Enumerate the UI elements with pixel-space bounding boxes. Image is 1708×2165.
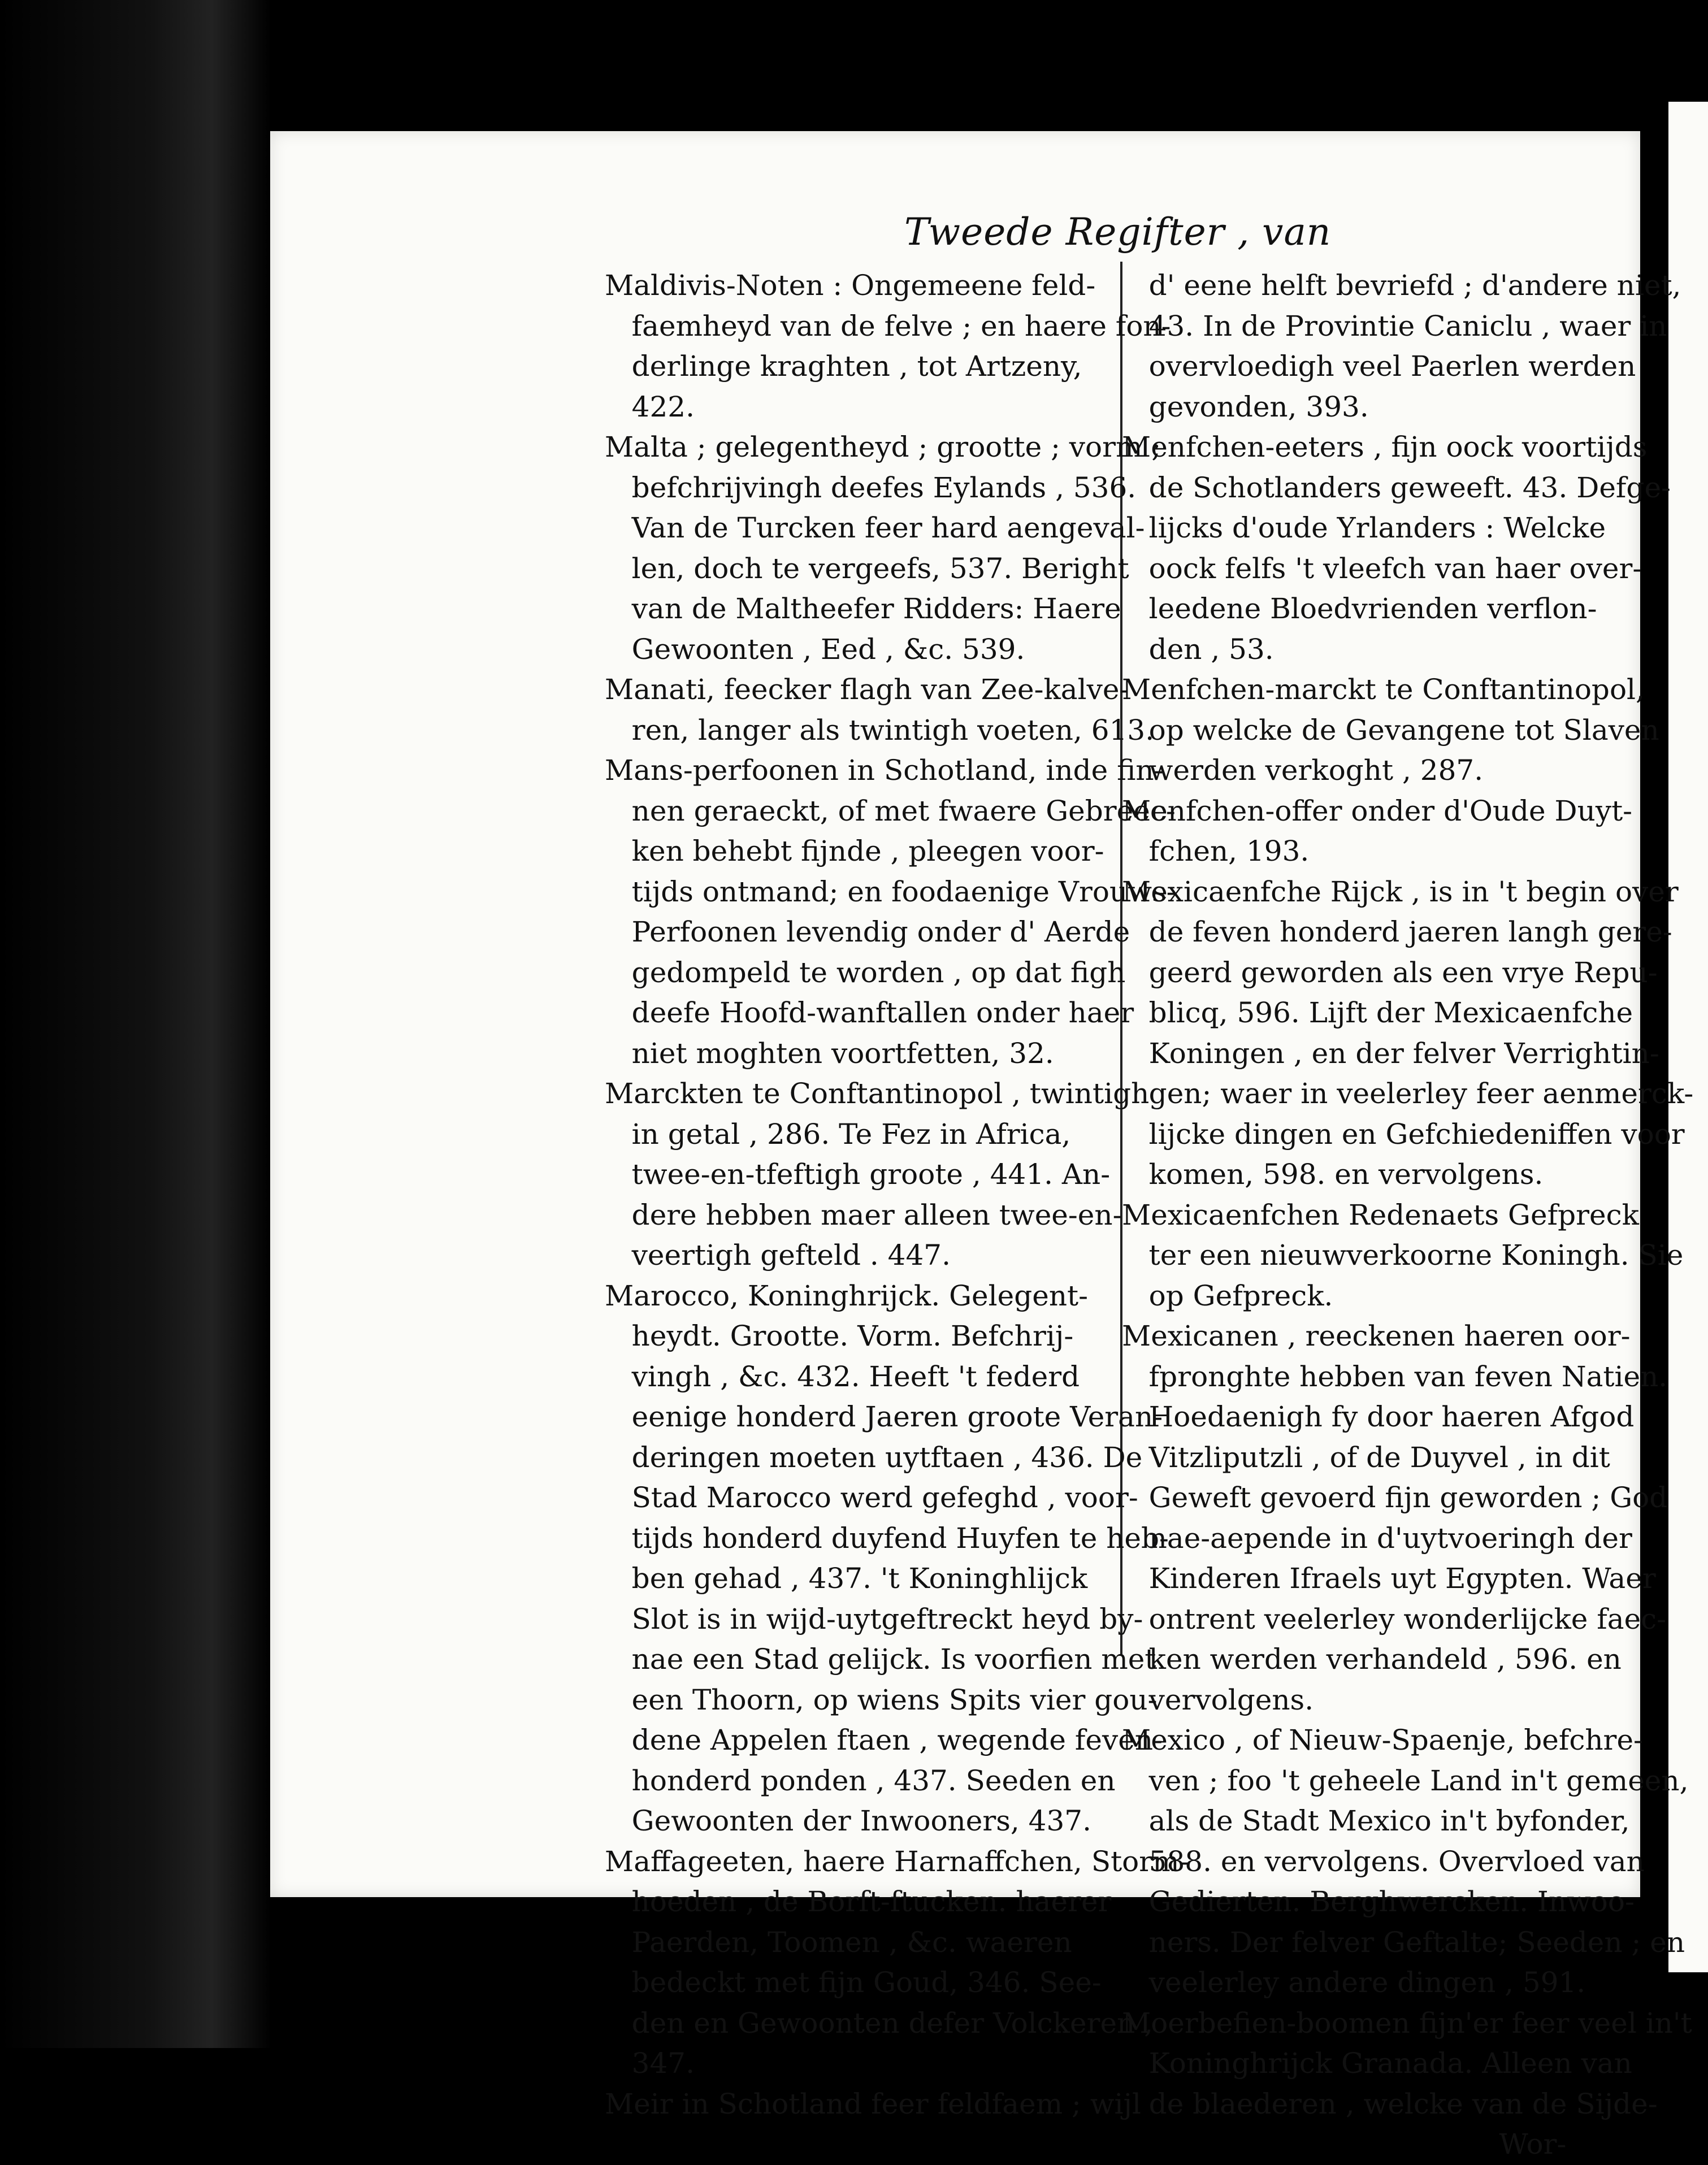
left-column bbox=[605, 266, 1189, 2124]
index-line: deringen moeten uytftaen , 436. De bbox=[605, 1441, 1143, 1474]
index-line: heydt. Grootte. Vorm. Befchrij- bbox=[605, 1320, 1074, 1352]
index-line: Menfchen-offer onder d'Oude Duyt- bbox=[1122, 794, 1633, 827]
index-line: 422. bbox=[605, 390, 695, 423]
index-line: Maldivis-Noten : Ongemeene feld- bbox=[605, 269, 1096, 302]
index-line: faemheyd van de felve ; en haere fon- bbox=[605, 309, 1171, 342]
index-line: overvloedigh veel Paerlen werden bbox=[1122, 350, 1636, 383]
index-line: fpronghte hebben van feven Natien. bbox=[1122, 1360, 1668, 1393]
index-line: op Gefpreck. bbox=[1122, 1279, 1333, 1312]
index-line: Gewoonten der Inwooners, 437. bbox=[605, 1804, 1092, 1837]
index-line: Stad Marocco werd gefeghd , voor- bbox=[605, 1481, 1138, 1514]
index-line: Kinderen Ifraels uyt Egypten. Waer bbox=[1122, 1562, 1656, 1595]
index-line: tijds ontmand; en foodaenige Vrouws- bbox=[605, 875, 1176, 908]
index-line: Marckten te Conftantinopol , twintigh bbox=[605, 1077, 1150, 1110]
index-line: veertigh gefteld . 447. bbox=[605, 1239, 951, 1272]
index-line: Mexicaenfchen Redenaets Gefpreck bbox=[1122, 1198, 1639, 1231]
index-line: in getal , 286. Te Fez in Africa, bbox=[605, 1117, 1071, 1151]
index-line: ben gehad , 437. 't Koninghlijck bbox=[605, 1562, 1088, 1595]
index-line: Geweft gevoerd fijn geworden ; God bbox=[1122, 1481, 1668, 1514]
index-line: 347. bbox=[605, 2047, 695, 2080]
index-line: Perfoonen levendig onder d' Aerde bbox=[605, 916, 1130, 948]
index-line: nae-aepende in d'uytvoeringh der bbox=[1122, 1521, 1632, 1555]
index-line: Menfchen-marckt te Conftantinopol, bbox=[1122, 673, 1645, 706]
book-gutter-left bbox=[0, 0, 271, 2048]
index-line: honderd ponden , 437. Seeden en bbox=[605, 1764, 1116, 1797]
index-line: komen, 598. en vervolgens. bbox=[1122, 1158, 1544, 1191]
index-line: leedene Bloedvrienden verflon- bbox=[1122, 592, 1597, 625]
index-line: oock felfs 't vleefch van haer over- bbox=[1122, 552, 1642, 585]
index-line: befchrijvingh deefes Eylands , 536. bbox=[605, 471, 1137, 504]
index-line: len, doch te vergeefs, 537. Beright bbox=[605, 552, 1129, 585]
index-line: dene Appelen ftaen , wegende feven- bbox=[605, 1724, 1163, 1756]
index-line: vingh , &c. 432. Heeft 't federd bbox=[605, 1360, 1080, 1393]
index-line: Gedierten. Berghwercken. Inwoo- bbox=[1122, 1885, 1635, 1918]
index-line: ontrent veelerley wonderlijcke faec- bbox=[1122, 1602, 1667, 1635]
index-line: vervolgens. bbox=[1122, 1683, 1314, 1716]
index-line: niet moghten voortfetten, 32. bbox=[605, 1036, 1054, 1070]
index-line: ren, langer als twintigh voeten, 613. bbox=[605, 713, 1155, 747]
index-line: hoeden , de Borft-ftucken. haerer bbox=[605, 1885, 1112, 1918]
index-line: Slot is in wijd-uytgeftreckt heyd by- bbox=[605, 1602, 1143, 1635]
index-line: als de Stadt Mexico in't byfonder, bbox=[1122, 1804, 1630, 1837]
index-line: veelerley andere dingen , 591. bbox=[1122, 1966, 1586, 1999]
index-line: derlinge kraghten , tot Artzeny, bbox=[605, 350, 1082, 383]
right-column bbox=[1122, 266, 1693, 2165]
index-line: Koningen , en der felver Verrightin- bbox=[1122, 1036, 1659, 1070]
index-line: de blaederen , welcke van de Sijde- bbox=[1122, 2087, 1658, 2120]
index-line: Meir in Schotland feer feldfaem ; wijl bbox=[605, 2087, 1142, 2120]
index-line: ners. Der felver Geftalte; Seeden ; en bbox=[1122, 1925, 1685, 1959]
index-line: deefe Hoofd-wanftallen onder haer bbox=[605, 996, 1134, 1029]
index-line: 588. en vervolgens. Overvloed van bbox=[1122, 1845, 1645, 1878]
index-line: dere hebben maer alleen twee-en- bbox=[605, 1198, 1122, 1231]
index-line: gevonden, 393. bbox=[1122, 390, 1369, 423]
index-line: Moerbefien-boomen fijn'er feer veel in't bbox=[1122, 2006, 1692, 2040]
index-line: Wor- bbox=[1122, 2128, 1567, 2160]
index-line: Maffageeten, haere Harnaffchen, Storm- bbox=[605, 1845, 1189, 1878]
index-line: een Thoorn, op wiens Spits vier gou- bbox=[605, 1683, 1158, 1716]
index-line: ken werden verhandeld , 596. en bbox=[1122, 1643, 1622, 1676]
running-header: Tweede Regifter , van bbox=[904, 210, 1332, 254]
index-line: Malta ; gelegentheyd ; grootte ; vorm ; bbox=[605, 431, 1161, 463]
index-line: eenige honderd Jaeren groote Veran- bbox=[605, 1400, 1163, 1433]
index-line: werden verkoght , 287. bbox=[1122, 754, 1484, 787]
index-line: Vitzliputzli , of de Duyvel , in dit bbox=[1122, 1441, 1610, 1474]
index-line: Mans-perfoonen in Schotland, inde fin- bbox=[605, 754, 1164, 787]
index-line: 43. In de Provintie Caniclu , waer in bbox=[1122, 309, 1667, 342]
index-line: Van de Turcken feer hard aengeval- bbox=[605, 511, 1145, 544]
index-line: lijcke dingen en Gefchiedeniffen voor bbox=[1122, 1117, 1685, 1151]
index-line: nen geraeckt, of met fwaere Gebreec- bbox=[605, 794, 1176, 827]
index-line: Manati, feecker flagh van Zee-kalve- bbox=[605, 673, 1129, 706]
index-line: lijcks d'oude Yrlanders : Welcke bbox=[1122, 511, 1606, 544]
index-line: tijds honderd duyfend Huyfen te heb- bbox=[605, 1521, 1169, 1555]
index-line: ken behebt fijnde , pleegen voor- bbox=[605, 835, 1104, 867]
index-line: bedeckt met fijn Goud, 346. See- bbox=[605, 1966, 1102, 1999]
index-line: Menfchen-eeters , fijn oock voortijds bbox=[1122, 431, 1648, 463]
index-line: den en Gewoonten defer Volckeren , bbox=[605, 2006, 1154, 2040]
index-line: de Schotlanders geweeft. 43. Defge- bbox=[1122, 471, 1671, 504]
index-line: op welcke de Gevangene tot Slaven bbox=[1122, 713, 1659, 747]
index-line: gen; waer in veelerley feer aenmerck- bbox=[1122, 1077, 1694, 1110]
index-line: Marocco, Koninghrijck. Gelegent- bbox=[605, 1279, 1089, 1312]
index-line: Gewoonten , Eed , &c. 539. bbox=[605, 632, 1025, 666]
index-line: blicq, 596. Lijft der Mexicaenfche bbox=[1122, 996, 1633, 1029]
index-line: ven ; foo 't geheele Land in't gemeen, bbox=[1122, 1764, 1689, 1797]
index-line: van de Maltheefer Ridders: Haere bbox=[605, 592, 1121, 625]
index-line: Hoedaenigh fy door haeren Afgod bbox=[1122, 1400, 1635, 1433]
index-line: twee-en-tfeftigh groote , 441. An- bbox=[605, 1158, 1111, 1191]
index-line: Paerden, Toomen , &c. waeren bbox=[605, 1925, 1072, 1959]
index-line: d' eene helft bevriefd ; d'andere niet, bbox=[1122, 269, 1681, 302]
index-line: Mexicanen , reeckenen haeren oor- bbox=[1122, 1320, 1631, 1352]
index-line: Mexico , of Nieuw-Spaenje, befchre- bbox=[1122, 1724, 1643, 1756]
index-line: den , 53. bbox=[1122, 632, 1274, 666]
index-line: Mexicaenfche Rijck , is in 't begin over bbox=[1122, 875, 1679, 908]
index-line: fchen, 193. bbox=[1122, 835, 1310, 867]
index-line: ter een nieuwverkoorne Koningh. Sie bbox=[1122, 1239, 1684, 1272]
index-line: gedompeld te worden , op dat figh bbox=[605, 956, 1126, 989]
index-line: Koninghrijck Granada. Alleen van bbox=[1122, 2047, 1632, 2080]
index-line: geerd geworden als een vrye Repu- bbox=[1122, 956, 1658, 989]
index-line: de feven honderd jaeren langh gere- bbox=[1122, 916, 1672, 948]
index-line: nae een Stad gelijck. Is voorfien met bbox=[605, 1643, 1156, 1676]
